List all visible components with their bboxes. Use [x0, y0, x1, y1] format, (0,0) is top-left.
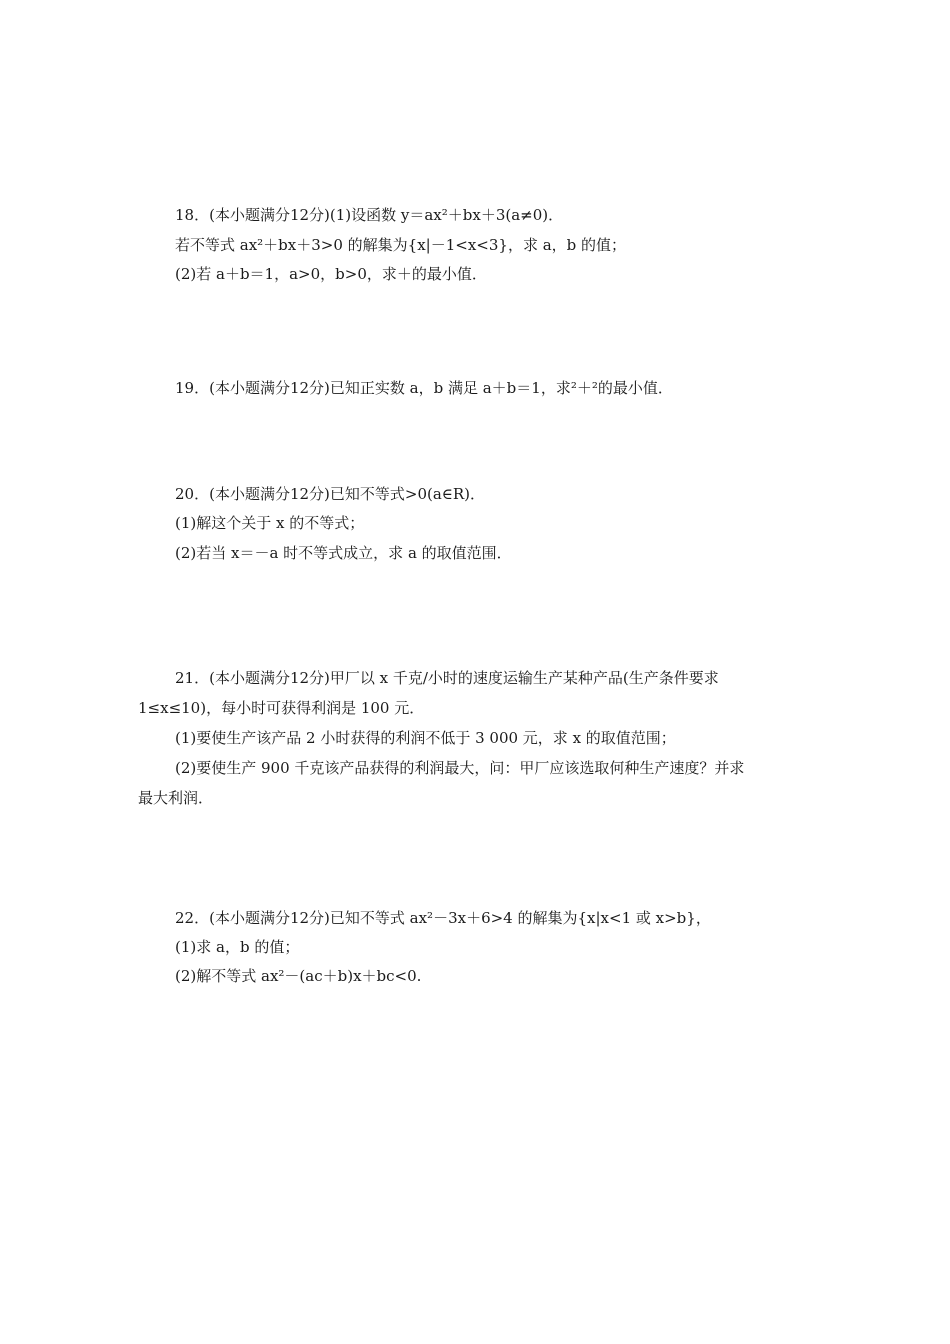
problem-20-line-3: (2)若当 x＝－a 时不等式成立，求 a 的取值范围．: [175, 544, 512, 562]
problem-20-line-1: 20．(本小题满分12分)已知不等式>0(a∈R)．: [175, 485, 486, 503]
problem-18-line-3: (2)若 a＋b＝1，a>0，b>0，求＋的最小值．: [175, 265, 487, 283]
problem-22-line-3: (2)解不等式 ax²－(ac＋b)x＋bc<0.: [175, 967, 422, 985]
problem-20-line-2: (1)解这个关于 x 的不等式；: [175, 514, 365, 532]
problem-21-line-5: 最大利润．: [138, 789, 214, 807]
problem-21-line-1: 21．(本小题满分12分)甲厂以 x 千克/小时的速度运输生产某种产品(生产条件要求: [175, 669, 719, 687]
problem-22-line-1: 22．(本小题满分12分)已知不等式 ax²－3x＋6>4 的解集为{x|x<1 或 x>b}，: [175, 909, 711, 927]
problem-22-line-2: (1)求 a，b 的值；: [175, 938, 300, 956]
problem-21-line-2: 1≤x≤10)，每小时可获得利润是 100 元．: [138, 699, 425, 717]
problem-21-line-4: (2)要使生产 900 千克该产品获得的利润最大，问：甲厂应该选取何种生产速度？并求: [175, 759, 745, 777]
problem-21-line-3: (1)要使生产该产品 2 小时获得的利润不低于 3 000 元，求 x 的取值范围；: [175, 729, 676, 747]
problem-19-line-1: 19．(本小题满分12分)已知正实数 a，b 满足 a＋b＝1，求²＋²的最小值．: [175, 379, 673, 397]
problem-18-line-2: 若不等式 ax²＋bx＋3>0 的解集为{x|－1<x<3}，求 a，b 的值；: [175, 236, 627, 254]
problem-18-line-1: 18．(本小题满分12分)(1)设函数 y＝ax²＋bx＋3(a≠0)．: [175, 206, 564, 224]
